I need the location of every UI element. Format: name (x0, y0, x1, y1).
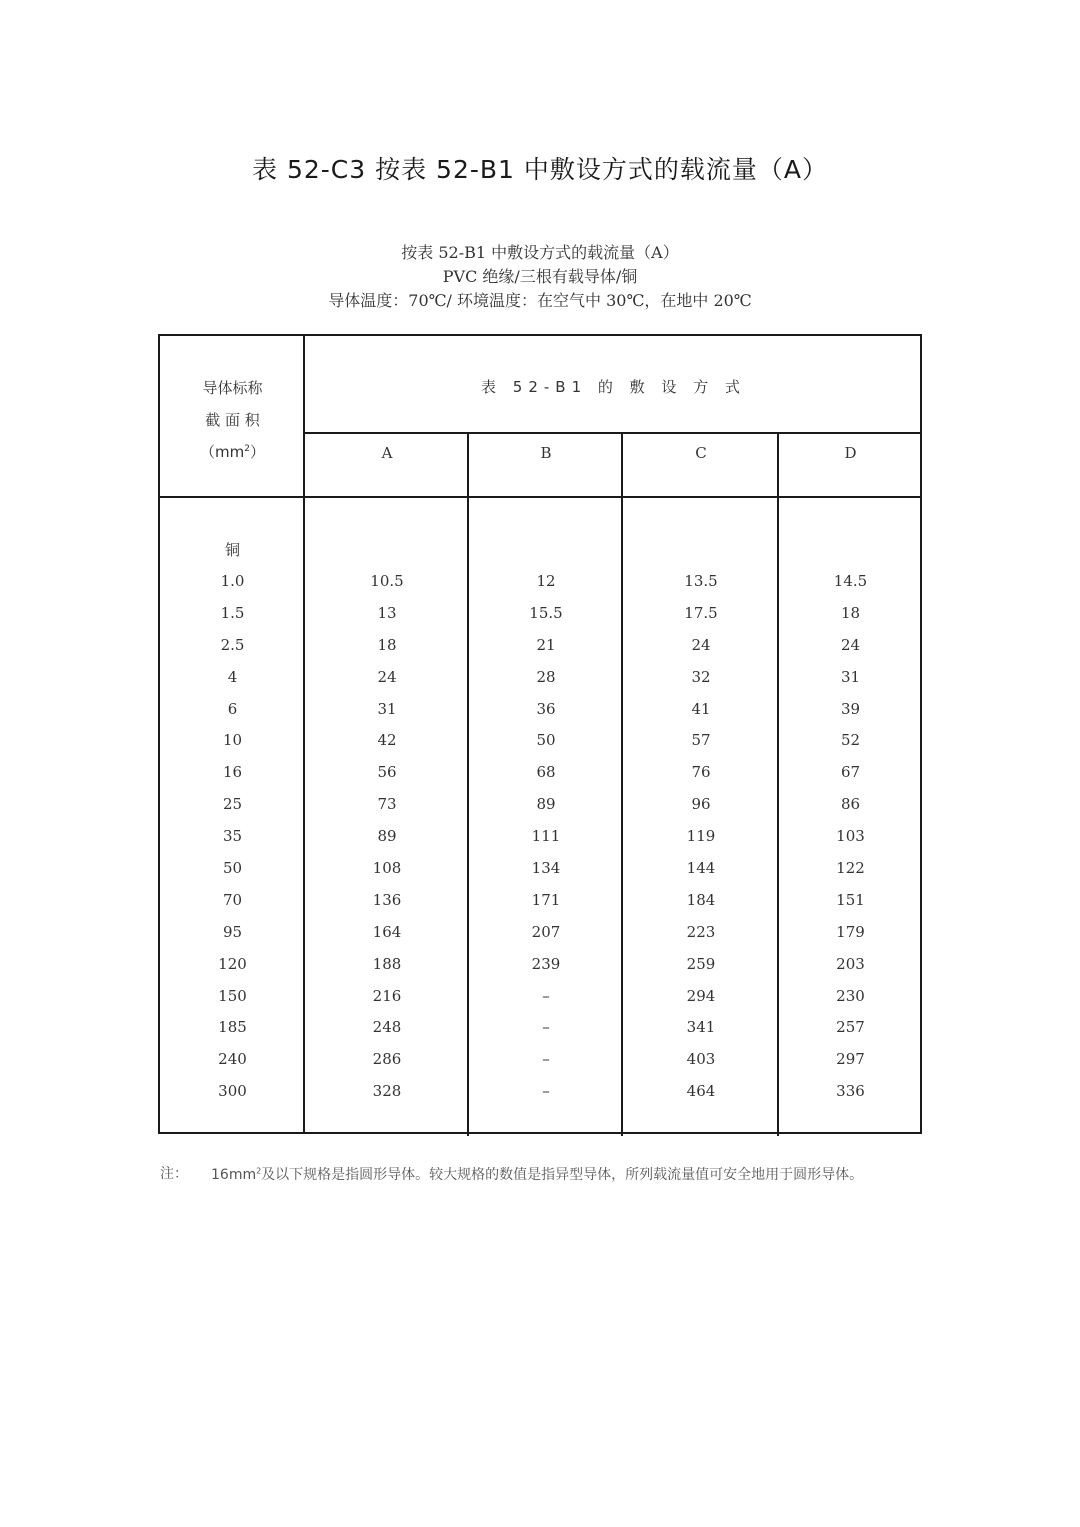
cell-cross-section: 6 (227, 699, 238, 718)
cell-method-b: 111 (531, 827, 561, 846)
cell-method-a: 108 (372, 859, 402, 878)
cell-method-b: 207 (531, 922, 561, 941)
cell-cross-section: 70 (222, 890, 243, 909)
cell-method-c: 24 (691, 635, 711, 654)
stub-header-line1: 导体标称 (202, 379, 263, 397)
cell-cross-section: 10 (222, 731, 243, 750)
cell-method-d: 122 (836, 859, 865, 878)
cell-method-a: 216 (372, 986, 402, 1005)
cell-method-c: 57 (691, 731, 711, 750)
cell-method-d: 24 (840, 635, 861, 654)
cell-method-b: 171 (531, 890, 561, 909)
cell-method-d: 86 (840, 795, 861, 814)
note-prefix: 16mm (211, 1167, 257, 1183)
table-row (160, 1050, 920, 1082)
cell-method-c: 41 (691, 699, 711, 718)
cell-method-c: 464 (686, 1082, 716, 1101)
material-group-label: 铜 (224, 541, 240, 559)
note-text (211, 1163, 911, 1187)
cell-method-c: 17.5 (684, 603, 718, 622)
table-caption-line3: 导体温度：70℃/ 环境温度：在空气中 30℃，在地中 20℃ (328, 291, 752, 310)
cell-method-b: 15.5 (529, 603, 563, 622)
cell-method-b: 21 (536, 635, 556, 654)
table-caption-line1: 按表 52-B1 中敷设方式的载流量（A） (401, 243, 679, 262)
cell-cross-section: 35 (222, 827, 243, 846)
installation-method-header: 表 52-B1 的 敷 设 方 式 (481, 378, 746, 396)
cell-cross-section: 50 (222, 859, 243, 878)
cell-method-c: 184 (686, 890, 716, 909)
cell-method-d: 14.5 (833, 572, 868, 590)
cell-method-d: 52 (840, 731, 861, 750)
cell-method-a: 188 (372, 954, 402, 973)
cell-method-a: 328 (372, 1082, 402, 1101)
cell-method-b: 12 (536, 572, 556, 590)
table-row (160, 1018, 920, 1050)
cell-cross-section: 25 (222, 795, 243, 814)
table-row (160, 955, 920, 987)
cell-cross-section: 16 (222, 763, 243, 782)
cell-method-a: 13 (377, 603, 397, 622)
cell-method-c: 144 (686, 859, 716, 878)
table-row (160, 763, 920, 795)
cell-cross-section: 120 (218, 954, 247, 973)
table-row (160, 923, 920, 955)
stub-header (160, 372, 305, 468)
cell-method-d: 67 (840, 763, 861, 782)
table-row (160, 859, 920, 891)
table-row (160, 1082, 920, 1114)
cell-method-a: 24 (377, 667, 397, 686)
stub-header-unit (160, 436, 305, 468)
ampacity-table (158, 334, 922, 1134)
cell-method-b: 134 (531, 859, 561, 878)
cell-method-c: 403 (686, 1050, 716, 1069)
cell-method-c: 259 (686, 954, 716, 973)
note-superscript: 2 (256, 1166, 262, 1176)
cell-cross-section: 95 (222, 922, 243, 941)
cell-cross-section: 2.5 (220, 635, 245, 654)
cell-method-b: – (542, 1018, 550, 1037)
cell-method-b: 50 (536, 731, 556, 750)
cell-method-c: 76 (691, 763, 711, 782)
cell-method-a: 89 (377, 827, 397, 846)
cell-method-a: 136 (372, 890, 402, 909)
cell-method-d: 179 (836, 922, 865, 941)
table-row (160, 827, 920, 859)
cell-method-a: 56 (377, 763, 397, 782)
cell-method-b: – (542, 1050, 550, 1069)
cell-cross-section: 1.5 (220, 603, 245, 622)
stub-header-line2: 截 面 积 (205, 411, 260, 429)
table-row (160, 636, 920, 668)
column-header-a: A (381, 444, 393, 462)
cell-method-b: 239 (531, 954, 561, 973)
cell-method-d: 18 (840, 603, 861, 622)
cell-method-d: 151 (836, 890, 865, 909)
note-body: 及以下规格是指圆形导体。较大规格的数值是指异型导体，所列载流量值可安全地用于圆形导体。 (261, 1167, 864, 1183)
table-row (160, 795, 920, 827)
cell-method-a: 10.5 (370, 572, 404, 590)
cell-method-b: 28 (536, 667, 556, 686)
cell-method-d: 31 (840, 667, 861, 686)
page-title: 表 52-C3 按表 52-B1 中敷设方式的载流量（A） (252, 155, 828, 184)
table-body (160, 572, 920, 1114)
cell-method-a: 286 (372, 1050, 402, 1069)
cell-method-c: 119 (686, 827, 716, 846)
cell-method-c: 341 (686, 1018, 716, 1037)
cell-method-a: 42 (377, 731, 397, 750)
table-row (160, 731, 920, 763)
cell-method-d: 336 (836, 1082, 865, 1101)
cell-method-c: 96 (691, 795, 711, 814)
cell-method-d: 39 (840, 699, 861, 718)
cell-method-a: 248 (372, 1018, 402, 1037)
table-row (160, 604, 920, 636)
cell-method-d: 297 (836, 1050, 865, 1069)
column-header-c: C (695, 444, 707, 462)
cell-method-c: 32 (691, 667, 711, 686)
unit-text: （mm (200, 443, 245, 461)
cell-cross-section: 150 (218, 986, 247, 1005)
cell-method-d: 103 (836, 827, 865, 846)
column-header-d: D (844, 444, 857, 462)
table-row (160, 987, 920, 1019)
cell-method-c: 294 (686, 986, 716, 1005)
column-header-b: B (540, 444, 552, 462)
cell-method-a: 18 (377, 635, 397, 654)
table-divider (305, 432, 922, 434)
cell-method-b: 89 (536, 795, 556, 814)
unit-text-end: ） (249, 443, 265, 461)
cell-method-d: 257 (836, 1018, 865, 1037)
cell-method-b: – (542, 1082, 550, 1101)
table-row (160, 668, 920, 700)
cell-method-a: 164 (372, 922, 402, 941)
cell-method-b: 36 (536, 699, 556, 718)
table-divider (160, 496, 922, 498)
cell-cross-section: 185 (218, 1018, 247, 1037)
table-row (160, 572, 920, 604)
cell-method-d: 203 (836, 954, 865, 973)
cell-method-d: 230 (836, 986, 865, 1005)
cell-cross-section: 1.0 (220, 572, 245, 590)
cell-method-a: 73 (377, 795, 397, 814)
unit-superscript: 2 (244, 444, 250, 454)
cell-method-b: 68 (536, 763, 556, 782)
table-row (160, 700, 920, 732)
cell-cross-section: 300 (218, 1082, 247, 1101)
cell-method-a: 31 (377, 699, 397, 718)
cell-method-b: – (542, 986, 550, 1005)
cell-method-c: 223 (686, 922, 716, 941)
table-caption-line2: PVC 绝缘/三根有载导体/铜 (442, 267, 638, 286)
table-row (160, 891, 920, 923)
note-label: 注： (160, 1166, 188, 1182)
cell-cross-section: 4 (227, 667, 238, 686)
cell-cross-section: 240 (218, 1050, 247, 1069)
cell-method-c: 13.5 (684, 572, 718, 590)
